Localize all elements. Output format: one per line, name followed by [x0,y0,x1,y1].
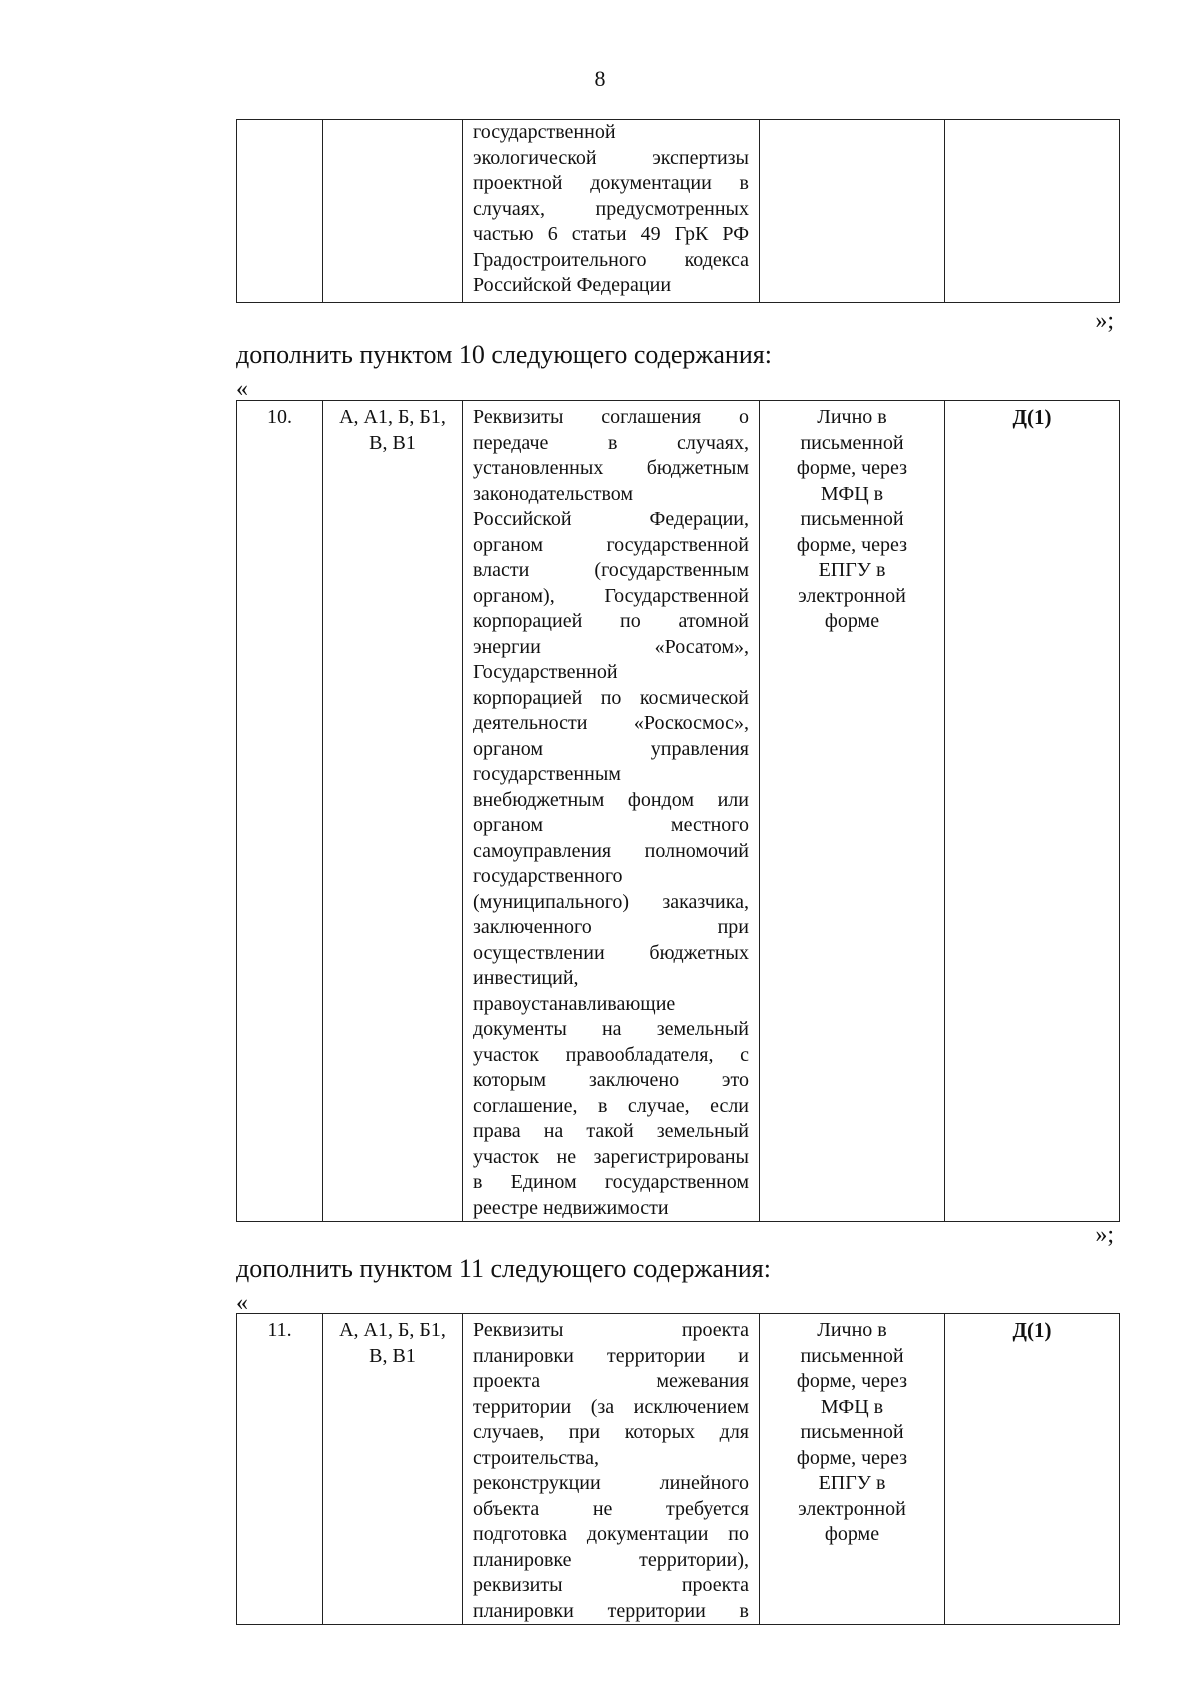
desc-line: органом местного [473,814,749,836]
desc-line: правоустанавливающие [473,992,676,1015]
desc-line: частью 6 статьи 49 ГрК РФ [473,223,749,245]
desc-line: осуществлении бюджетных [473,941,749,964]
desc-line: экологической экспертизы [473,146,749,169]
method-line: форме, через [796,1446,908,1469]
cell-category [323,401,463,1222]
method-line: Лично в [817,406,887,428]
desc-line: органом управления [473,737,749,760]
desc-line: Реквизиты проекта [473,1319,749,1341]
desc-line: документы на земельный [473,1018,749,1040]
method-line: Лично в [817,1319,887,1341]
desc-line: Государственной [473,661,618,683]
method-line: письменной [800,1344,904,1367]
method-line: форме, через [796,1370,908,1392]
desc-line: государственной [473,121,616,143]
cell-method [760,120,945,303]
desc-line: случаях, предусмотренных [473,197,749,220]
method-line: письменной [800,508,904,530]
desc-line: реестре недвижимости [473,1196,669,1219]
category-line: А, А1, Б, Б1, [339,1319,446,1341]
category-line: В, В1 [369,1344,416,1367]
cell-condition [945,120,1120,303]
cell-condition: Д(1) [945,401,1120,1222]
desc-line: передаче в случаях, [473,431,749,454]
desc-line: самоуправления полномочий [473,839,749,862]
desc-line: территории (за исключением [473,1395,749,1418]
cell-description [463,1314,760,1625]
desc-line: в Едином государственном [473,1171,749,1193]
desc-line: корпорацией по атомной [473,610,749,632]
desc-line: Российской Федерации, [473,508,749,530]
desc-line: соглашение, в случае, если [473,1094,749,1117]
table-row [237,1314,1120,1625]
desc-line: органом государственной [473,533,749,556]
closing-quote: »; [1095,1222,1114,1248]
desc-line: Реквизиты соглашения о [473,406,749,428]
desc-line: случаев, при которых для [473,1421,749,1443]
page-number: 8 [594,66,606,91]
desc-line: планировки территории в [473,1599,749,1622]
desc-line: установленных бюджетным [473,457,749,479]
desc-line: реквизиты проекта [473,1574,749,1596]
desc-line: подготовка документации по [473,1523,749,1545]
desc-line: права на такой земельный [473,1120,749,1142]
desc-line: объекта не требуется [473,1497,749,1520]
desc-line: энергии «Росатом», [473,635,749,658]
cell-number: 10. [237,401,323,1222]
paragraph-item-11: дополнить пунктом 11 следующего содержания: [236,1254,771,1283]
method-line: ЕПГУ в [818,1472,886,1494]
desc-line: деятельности «Роскосмос», [473,712,749,734]
desc-line: государственным [473,763,621,785]
method-line: форме [824,1523,880,1545]
table-continuation [236,119,1120,303]
desc-line: Градостроительного кодекса [473,248,749,271]
desc-line: проектной документации в [473,172,749,194]
cell-method [760,401,945,1222]
desc-line: проекта межевания [473,1370,749,1392]
desc-line: внебюджетным фондом или [473,788,749,811]
opening-quote: « [236,376,248,402]
desc-line: планировке территории), [473,1548,749,1571]
opening-quote: « [236,1290,248,1316]
cell-number: 11. [237,1314,323,1625]
paragraph-item-10: дополнить пунктом 10 следующего содержания: [236,340,772,369]
method-line: письменной [800,1421,904,1443]
category-line: В, В1 [369,431,416,454]
closing-quote: »; [1095,308,1114,334]
table-item-10 [236,400,1120,1222]
table-row [237,401,1120,1222]
method-line: ЕПГУ в [818,559,886,581]
desc-line: органом), Государственной [473,584,749,607]
cell-condition: Д(1) [945,1314,1120,1625]
table-item-11 [236,1313,1120,1625]
method-line: форме, через [796,533,908,556]
desc-line: участок не зарегистрированы [473,1145,749,1168]
method-line: форме, через [796,457,908,479]
cell-category [323,1314,463,1625]
method-line: форме [824,610,880,632]
desc-line: строительства, [473,1446,599,1469]
desc-line: инвестиций, [473,967,579,989]
method-line: МФЦ в [820,482,884,505]
method-line: электронной [798,1497,906,1520]
desc-line: (муниципального) заказчика, [473,890,749,913]
cell-description [463,120,760,303]
table-row [237,120,1120,303]
desc-line: реконструкции линейного [473,1472,749,1494]
method-line: МФЦ в [820,1395,884,1418]
cell-method [760,1314,945,1625]
method-line: электронной [798,584,906,607]
method-line: письменной [800,431,904,454]
desc-line: власти (государственным [473,559,749,581]
desc-line: планировки территории и [473,1344,749,1367]
category-line: А, А1, Б, Б1, [339,406,446,428]
cell-category [323,120,463,303]
desc-line: Российской Федерации [473,274,672,296]
cell-number [237,120,323,303]
desc-line: корпорацией по космической [473,686,749,709]
desc-line: государственного [473,865,623,887]
desc-line: участок правообладателя, с [473,1043,749,1066]
desc-line: которым заключено это [473,1069,749,1091]
cell-description [463,401,760,1222]
desc-line: заключенного при [473,916,749,938]
desc-line: законодательством [473,482,634,505]
